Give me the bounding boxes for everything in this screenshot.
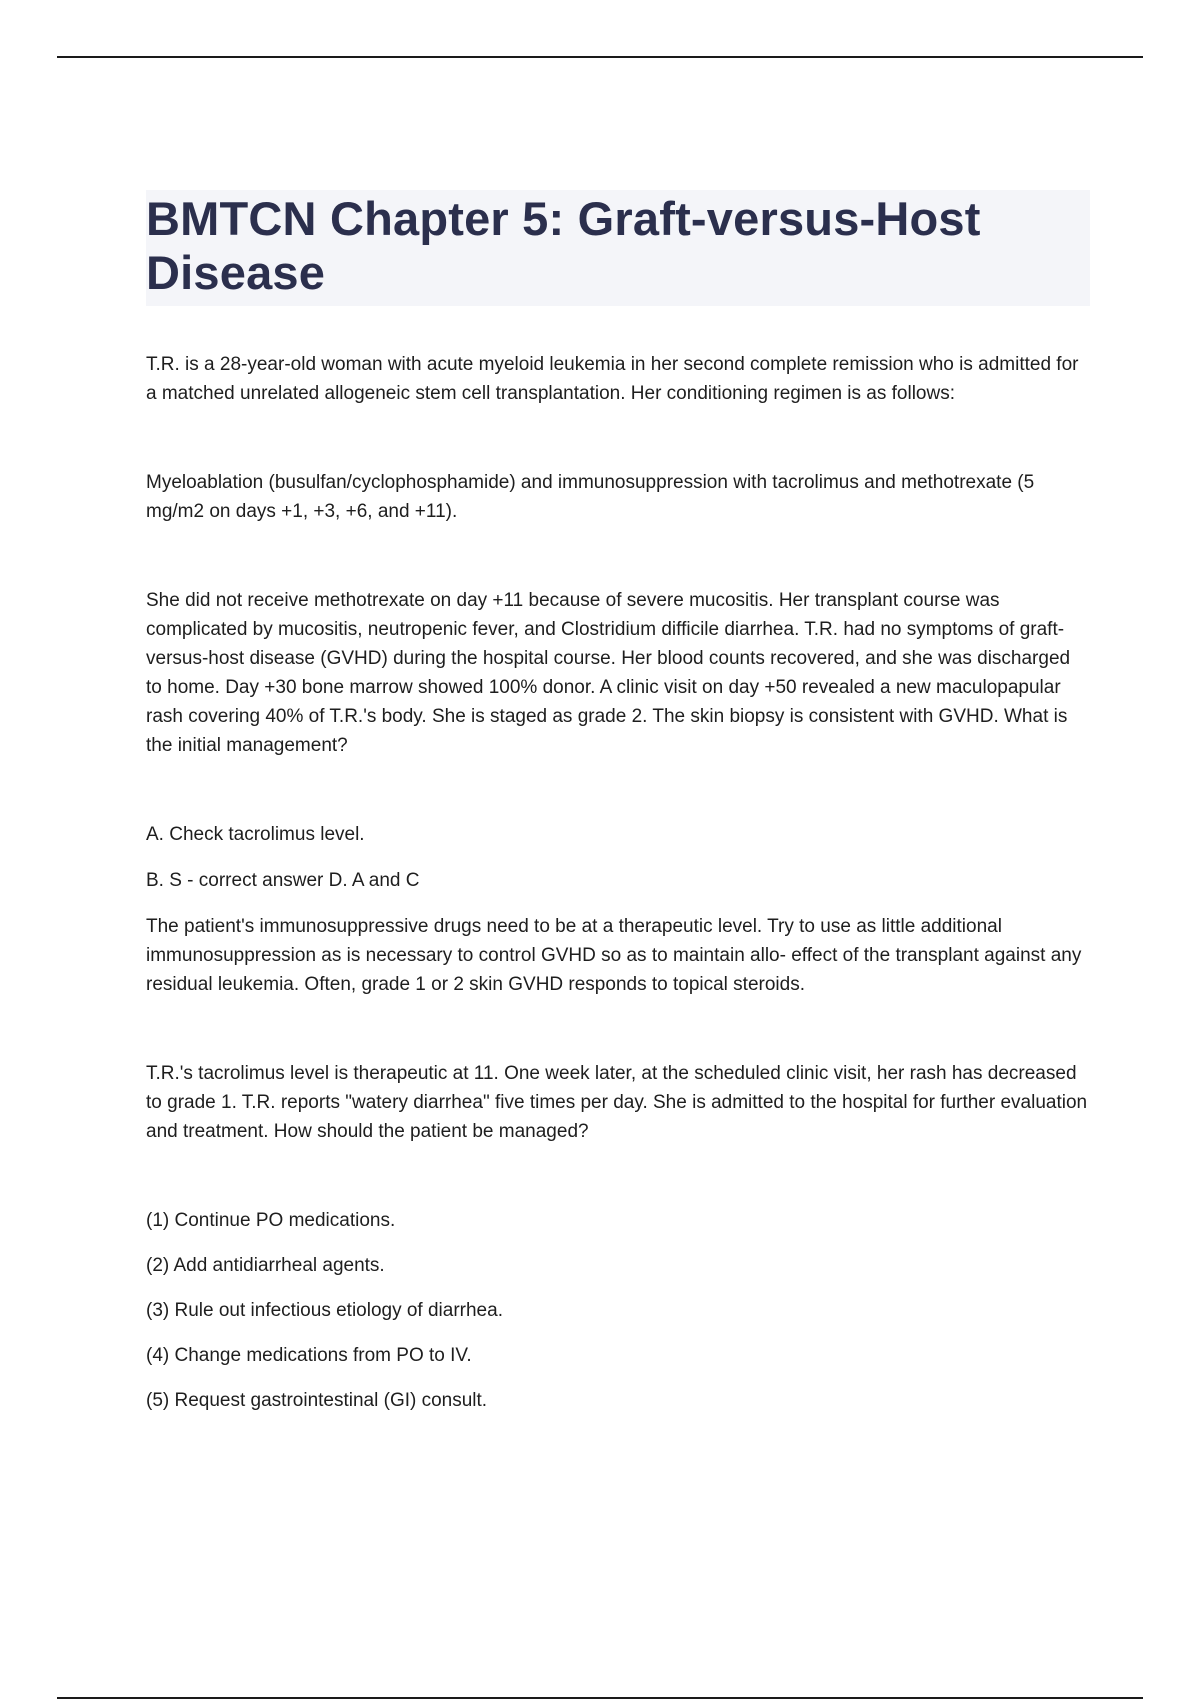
course-paragraph: She did not receive methotrexate on day +11 because of severe mucositis. Her transplant course was complicated by mucositis, neutropenic fever, and Clostridium difficile diarrhea. T.R. had no symptoms of graft-versus-host disease (GVHD) during the hospital course. Her blood counts recovered, and she was discharged to home. Day +30 bone marrow showed 100% donor. A clinic visit on day +50 revealed a new maculopapular rash covering 40% of T.R.'s body. She is staged as grade 2. The skin biopsy is consistent with GVHD. What is the initial management?: [146, 590, 1071, 756]
list-item: (5) Request gastrointestinal (GI) consult.: [146, 1390, 488, 1411]
explanation-paragraph: The patient's immunosuppressive drugs need to be at a therapeutic level. Try to use as little additional immunosuppression as is necessary to control GVHD so as to maintain allo- effect of the transplant against any residual leukemia. Often, grade 1 or 2 skin GVHD responds to topical steroids.: [146, 916, 1082, 995]
answer-option-a: A. Check tacrolimus level.: [146, 824, 365, 845]
followup-paragraph: T.R.'s tacrolimus level is therapeutic at 11. One week later, at the scheduled clinic visit, her rash has decreased to grade 1. T.R. reports "watery diarrhea" five times per day. She is admitted to the hospital for further evaluation and treatment. How should the patient be managed?: [146, 1063, 1088, 1142]
list-item: (3) Rule out infectious etiology of diarrhea.: [146, 1300, 503, 1321]
list-item: (1) Continue PO medications.: [146, 1210, 396, 1231]
answer-option-b: B. S - correct answer D. A and C: [146, 870, 420, 891]
list-item: (2) Add antidiarrheal agents.: [146, 1255, 385, 1276]
case-intro-paragraph: T.R. is a 28-year-old woman with acute myeloid leukemia in her second complete remission who is admitted for a matched unrelated allogeneic stem cell transplantation. Her conditioning regimen is as follows:: [146, 354, 1079, 404]
top-rule: [57, 56, 1143, 58]
document-body: [146, 190, 1090, 1415]
bottom-rule: [57, 1697, 1143, 1699]
document-title: BMTCN Chapter 5: Graft-versus-Host Disease: [146, 192, 981, 299]
title-block: [146, 190, 1090, 306]
regimen-paragraph: Myeloablation (busulfan/cyclophosphamide) and immunosuppression with tacrolimus and methotrexate (5 mg/m2 on days +1, +3, +6, and +11).: [146, 472, 1035, 522]
list-item: (4) Change medications from PO to IV.: [146, 1345, 472, 1366]
management-options-list: [146, 1206, 1090, 1415]
